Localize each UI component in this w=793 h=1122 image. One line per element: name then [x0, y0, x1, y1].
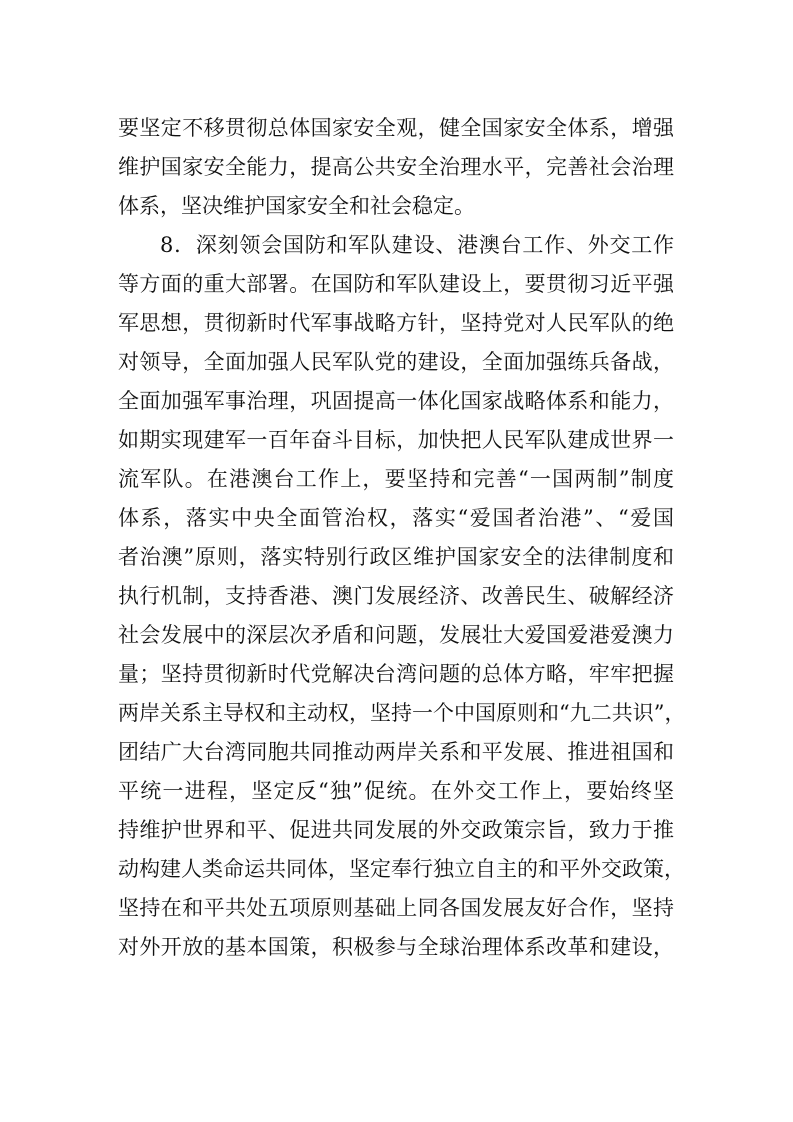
text-line: 执行机制，支持香港、澳门发展经济、改善民生、破解经济	[118, 584, 674, 608]
text-line: 量；坚持贯彻新时代党解决台湾问题的总体方略，牢牢把握	[118, 662, 674, 686]
text-line: 平统一进程，坚定反“独”促统。在外交工作上，要始终坚	[118, 779, 674, 803]
text-line: 要坚定不移贯彻总体国家安全观，健全国家安全体系，增强	[118, 116, 674, 140]
text-line: 维护国家安全能力，提高公共安全治理水平，完善社会治理	[118, 155, 674, 179]
paragraph-national-security	[118, 109, 674, 226]
text-line: 8．深刻领会国防和军队建设、港澳台工作、外交工作	[160, 233, 674, 257]
text-line: 全面加强军事治理，巩固提高一体化国家战略体系和能力，	[118, 389, 674, 413]
text-line: 坚持在和平共处五项原则基础上同各国发展友好合作，坚持	[118, 896, 674, 920]
text-line: 等方面的重大部署。在国防和军队建设上，要贯彻习近平强	[118, 272, 674, 296]
text-line: 动构建人类命运共同体，坚定奉行独立自主的和平外交政策，	[118, 857, 685, 881]
text-line: 军思想，贯彻新时代军事战略方针，坚持党对人民军队的绝	[118, 311, 674, 335]
text-line: 对外开放的基本国策，积极参与全球治理体系改革和建设，	[118, 935, 674, 959]
text-line: 流军队。在港澳台工作上，要坚持和完善“一国两制”制度	[118, 467, 674, 491]
paragraph-defense-hkmotw-diplomacy	[118, 226, 686, 967]
text-line: 两岸关系主导权和主动权，坚持一个中国原则和“九二共识”，	[118, 701, 686, 725]
text-line: 团结广大台湾同胞共同推动两岸关系和平发展、推进祖国和	[118, 740, 674, 764]
text-line: 持维护世界和平、促进共同发展的外交政策宗旨，致力于推	[118, 818, 674, 842]
text-line: 体系，坚决维护国家安全和社会稳定。	[118, 194, 475, 218]
text-line: 体系，落实中央全面管治权，落实“爱国者治港”、“爱国	[118, 506, 674, 530]
body-text	[118, 109, 686, 967]
text-line: 者治澳”原则，落实特别行政区维护国家安全的法律制度和	[118, 545, 674, 569]
text-line: 对领导，全面加强人民军队党的建设，全面加强练兵备战，	[118, 350, 674, 374]
text-line: 如期实现建军一百年奋斗目标，加快把人民军队建成世界一	[118, 428, 674, 452]
text-line: 社会发展中的深层次矛盾和问题，发展壮大爱国爱港爱澳力	[118, 623, 674, 647]
